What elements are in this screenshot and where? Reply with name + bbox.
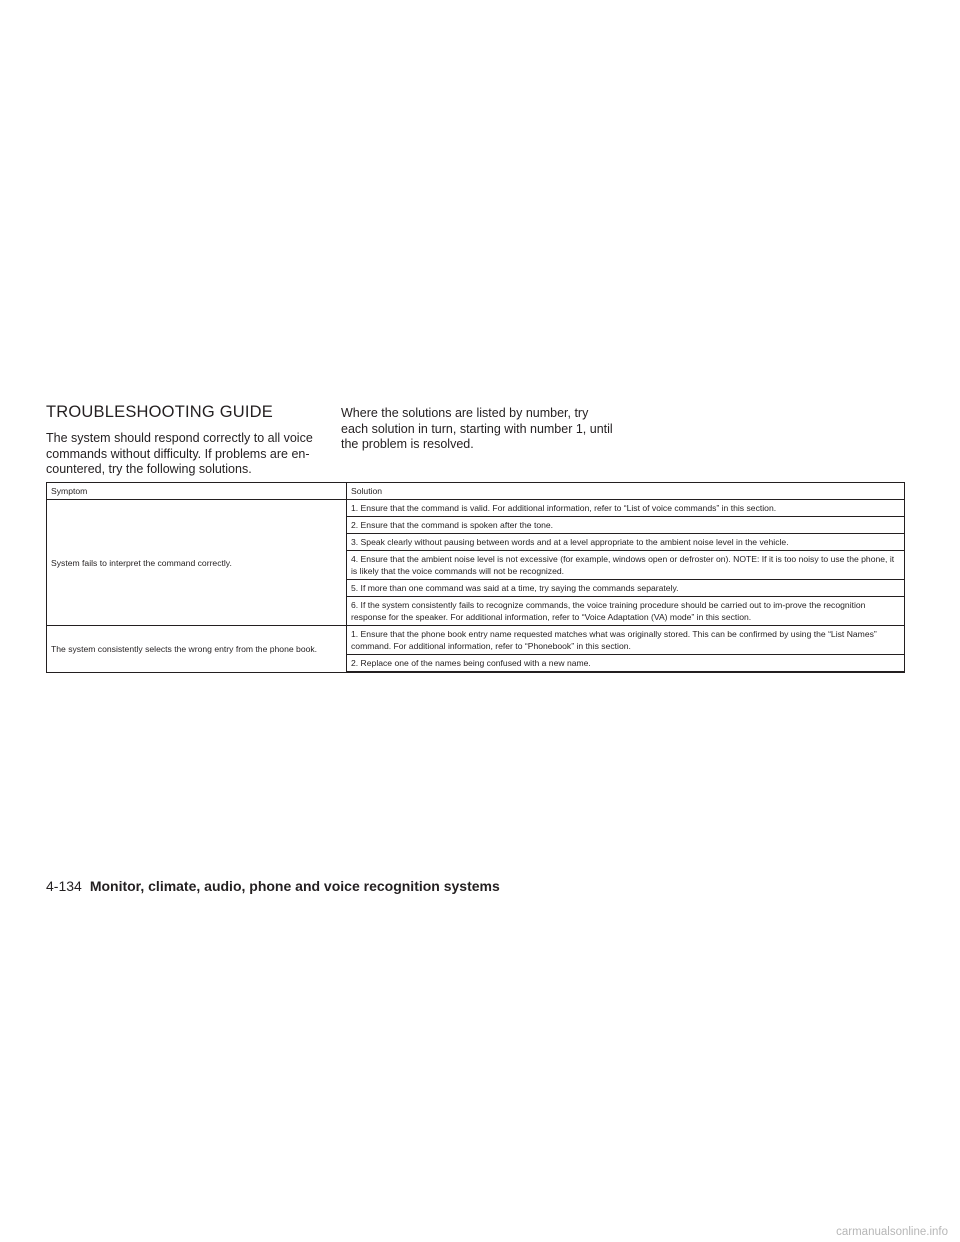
- solution-cell: 6. If the system consistently fails to recognize commands, the voice training procedure should be carried out to im-prove the recognition response for the speaker. For additional information, refer to “Voice Adaptation (VA) mode” in this section.: [347, 597, 905, 626]
- watermark-link[interactable]: carmanualsonline.info: [836, 1226, 948, 1238]
- symptom-cell: System fails to interpret the command correctly.: [47, 500, 347, 626]
- solution-cell: 5. If more than one command was said at a time, try saying the commands separately.: [347, 580, 905, 597]
- table-header-row: [47, 483, 905, 500]
- solution-cell: 1. Ensure that the command is valid. For additional information, refer to “List of voice commands” in this section.: [347, 500, 905, 517]
- solution-cell: 3. Speak clearly without pausing between words and at a level appropriate to the ambient noise level in the vehicle.: [347, 534, 905, 551]
- symptom-cell: The system consistently selects the wrong entry from the phone book.: [47, 626, 347, 673]
- column-header-solution: Solution: [347, 483, 905, 500]
- solution-cell: 2. Replace one of the names being confused with a new name.: [347, 655, 905, 673]
- page-number: 4-134: [46, 878, 82, 894]
- solution-cell: 2. Ensure that the command is spoken after the tone.: [347, 517, 905, 534]
- table-row: [47, 500, 905, 517]
- page-footer: [46, 878, 500, 894]
- column-header-symptom: Symptom: [47, 483, 347, 500]
- chapter-title: Monitor, climate, audio, phone and voice recognition systems: [89, 878, 500, 894]
- intro-paragraph-left: The system should respond correctly to all voice commands without difficulty. If problems are en-countered, try the following solutions.: [46, 431, 313, 476]
- section-heading: TROUBLESHOOTING GUIDE: [46, 403, 273, 421]
- intro-paragraph-right: Where the solutions are listed by number, try each solution in turn, starting with number 1, until the problem is resolved.: [341, 406, 613, 451]
- troubleshooting-table: [46, 482, 905, 673]
- table-row: [47, 626, 905, 655]
- solution-cell: 4. Ensure that the ambient noise level is not excessive (for example, windows open or defroster on). NOTE: If it is too noisy to use the phone, it is likely that the voice commands will not be recognized.: [347, 551, 905, 580]
- solution-cell: 1. Ensure that the phone book entry name requested matches what was originally stored. This can be confirmed by using the “List Names” command. For additional information, refer to “Phonebook” in this section.: [347, 626, 905, 655]
